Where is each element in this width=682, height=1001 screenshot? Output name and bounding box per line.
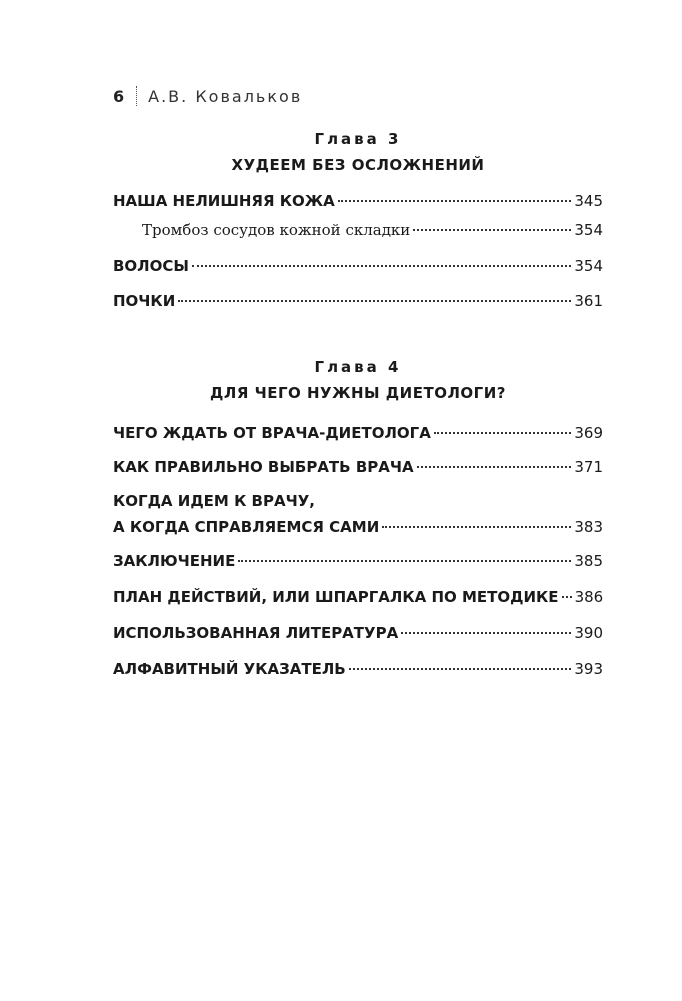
dot-leader	[401, 632, 571, 634]
toc-entry-label: ИСПОЛЬЗОВАННАЯ ЛИТЕРАТУРА	[113, 624, 399, 642]
toc-entry-label: НАША НЕЛИШНЯЯ КОЖА	[113, 192, 335, 210]
toc-entry-label: ПОЧКИ	[113, 292, 176, 310]
toc-entry-label: КАК ПРАВИЛЬНО ВЫБРАТЬ ВРАЧА	[113, 458, 414, 476]
chapter-number: Глава 4	[314, 358, 402, 376]
dot-leader	[382, 526, 571, 528]
toc-entry-label-line1: КОГДА ИДЕМ К ВРАЧУ,	[113, 492, 315, 510]
toc-entry[interactable]	[113, 620, 603, 646]
running-author: А.В. Ковальков	[148, 86, 303, 106]
chapter-title: ХУДЕЕМ БЕЗ ОСЛОЖНЕНИЙ	[231, 156, 485, 174]
dot-leader	[413, 229, 571, 231]
running-header	[113, 86, 302, 106]
toc-entry[interactable]	[113, 454, 603, 480]
dot-leader	[562, 596, 572, 598]
toc-entry-page: 371	[574, 458, 603, 476]
toc-entry-page: 345	[574, 192, 603, 210]
chapter-title: ДЛЯ ЧЕГО НУЖНЫ ДИЕТОЛОГИ?	[210, 384, 506, 402]
dot-leader	[178, 300, 571, 302]
toc-entry-label: Тромбоз сосудов кожной складки	[142, 221, 411, 239]
chapter-heading	[113, 126, 603, 178]
toc-entry-page: 393	[574, 660, 603, 678]
toc-entry[interactable]	[113, 288, 603, 314]
toc-entry[interactable]	[113, 584, 603, 610]
chapter-number: Глава 3	[314, 130, 402, 148]
toc-entry-label: ВОЛОСЫ	[113, 257, 189, 275]
toc-entry[interactable]	[113, 420, 603, 446]
dot-leader	[238, 560, 571, 562]
toc-entry-page: 386	[574, 588, 604, 606]
toc-entry-page: 390	[574, 624, 603, 642]
toc-entry-page: 385	[574, 552, 603, 570]
dot-leader	[338, 200, 572, 202]
toc-entry-page: 361	[574, 292, 603, 310]
toc-entry[interactable]	[113, 188, 603, 214]
page-number: 6	[113, 86, 125, 106]
toc-entry-label: ПЛАН ДЕЙСТВИЙ, ИЛИ ШПАРГАЛКА ПО МЕТОДИКЕ	[113, 588, 559, 606]
toc-entry[interactable]	[113, 488, 603, 540]
chapter-heading	[113, 354, 603, 406]
toc-entry[interactable]	[113, 253, 603, 279]
dot-leader	[434, 432, 572, 434]
toc-entry[interactable]	[113, 656, 603, 682]
toc-entry-label: АЛФАВИТНЫЙ УКАЗАТЕЛЬ	[113, 660, 346, 678]
toc-entry-page: 369	[574, 424, 603, 442]
dot-leader	[192, 265, 571, 267]
dot-leader	[417, 466, 572, 468]
toc-entry-page: 354	[574, 257, 603, 275]
dot-leader	[349, 668, 572, 670]
toc-subentry[interactable]	[142, 217, 603, 243]
toc-entry-page: 383	[574, 518, 603, 536]
toc-entry-label: ЗАКЛЮЧЕНИЕ	[113, 552, 236, 570]
toc-entry-label: ЧЕГО ЖДАТЬ ОТ ВРАЧА-ДИЕТОЛОГА	[113, 424, 431, 442]
toc-entry-page: 354	[574, 221, 603, 239]
toc-entry[interactable]	[113, 548, 603, 574]
toc-entry-label-line2: А КОГДА СПРАВЛЯЕМСЯ САМИ	[113, 518, 380, 536]
header-divider	[136, 86, 137, 106]
